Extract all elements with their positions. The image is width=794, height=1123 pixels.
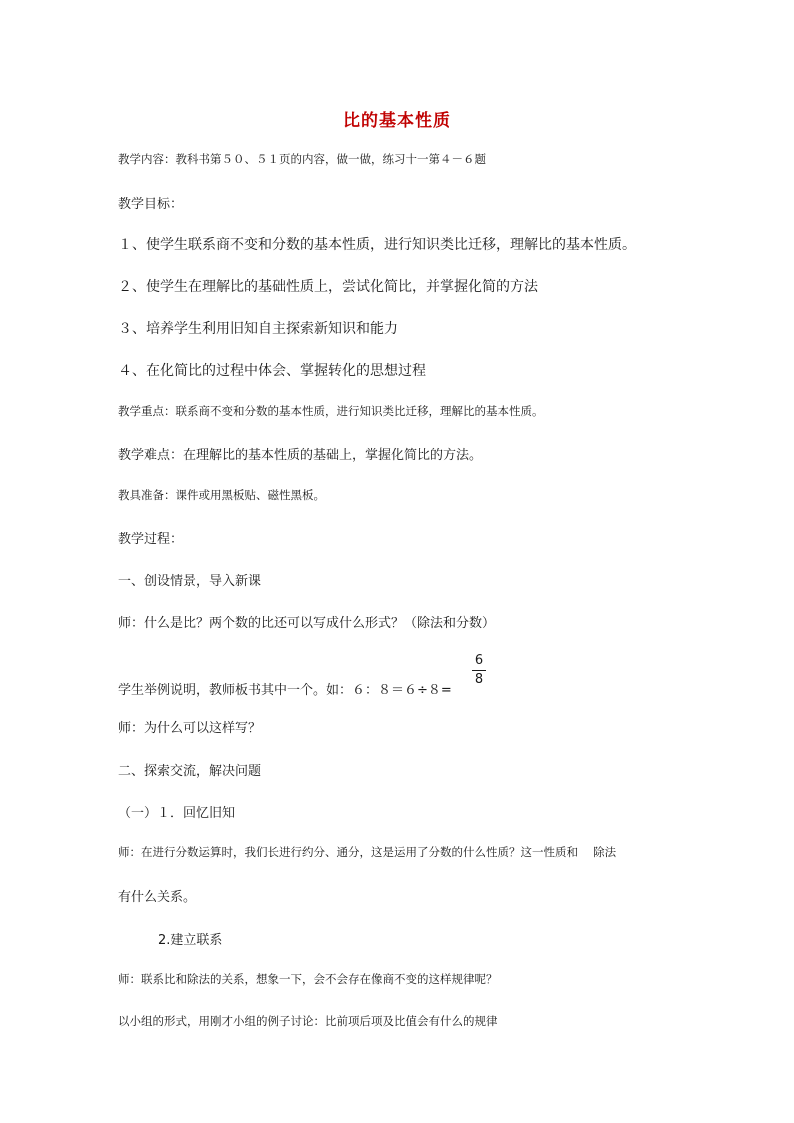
student-example-line: 学生举例说明，教师板书其中一个。如：６：８＝６÷８= xyxy=(118,683,452,698)
page-title: 比的基本性质 xyxy=(343,111,451,131)
teacher-question-2: 师：为什么可以这样写？ xyxy=(118,721,262,736)
section-1-heading: 一、创设情景，导入新课 xyxy=(118,574,262,589)
key-point-line: 教学重点：联系商不变和分数的基本性质，进行知识类比迁移，理解比的基本性质。 xyxy=(118,404,544,418)
fraction-bar xyxy=(472,670,486,671)
goal-2: ２、使学生在理解比的基础性质上，尝试化简比，并掌握化简的方法 xyxy=(118,279,538,295)
teacher-question-1: 师：什么是比？两个数的比还可以写成什么形式？（除法和分数） xyxy=(118,616,496,631)
teacher-question-3-continued: 有什么关系。 xyxy=(118,890,197,905)
teacher-question-4: 师：联系比和除法的关系，想象一下，会不会存在像商不变的这样规律呢？ xyxy=(118,972,498,986)
group-task-line: 以小组的形式，用刚才小组的例子讨论：比前项后项及比值会有什么的规律 xyxy=(118,1014,498,1028)
goal-3: ３、培养学生利用旧知自主探索新知识和能力 xyxy=(118,321,398,337)
materials-line: 教具准备：课件或用黑板贴、磁性黑板。 xyxy=(118,488,325,502)
teaching-content-line: 教学内容：教科书第５０、５１页的内容，做一做，练习十一第４－６题 xyxy=(118,152,486,166)
fraction-denominator: 8 xyxy=(474,672,484,687)
fraction-numerator: 6 xyxy=(474,653,484,668)
goal-1: １、使学生联系商不变和分数的基本性质，进行知识类比迁移，理解比的基本性质。 xyxy=(118,237,636,253)
step-2-heading: 2.建立联系 xyxy=(158,933,223,948)
difficulty-line: 教学难点：在理解比的基本性质的基础上，掌握化简比的方法。 xyxy=(118,448,483,463)
process-heading: 教学过程： xyxy=(118,532,184,547)
teacher-question-3: 师：在进行分数运算时，我们长进行约分、通分，这是运用了分数的什么性质？这一性质和 除法 xyxy=(118,845,617,859)
fraction-six-eighths xyxy=(472,653,486,688)
goal-4: ４、在化简比的过程中体会、掌握转化的思想过程 xyxy=(118,363,426,379)
step-1-heading: （一）１．回忆旧知 xyxy=(118,806,236,821)
section-2-heading: 二、探索交流，解决问题 xyxy=(118,764,262,779)
goals-heading: 教学目标： xyxy=(118,197,184,212)
